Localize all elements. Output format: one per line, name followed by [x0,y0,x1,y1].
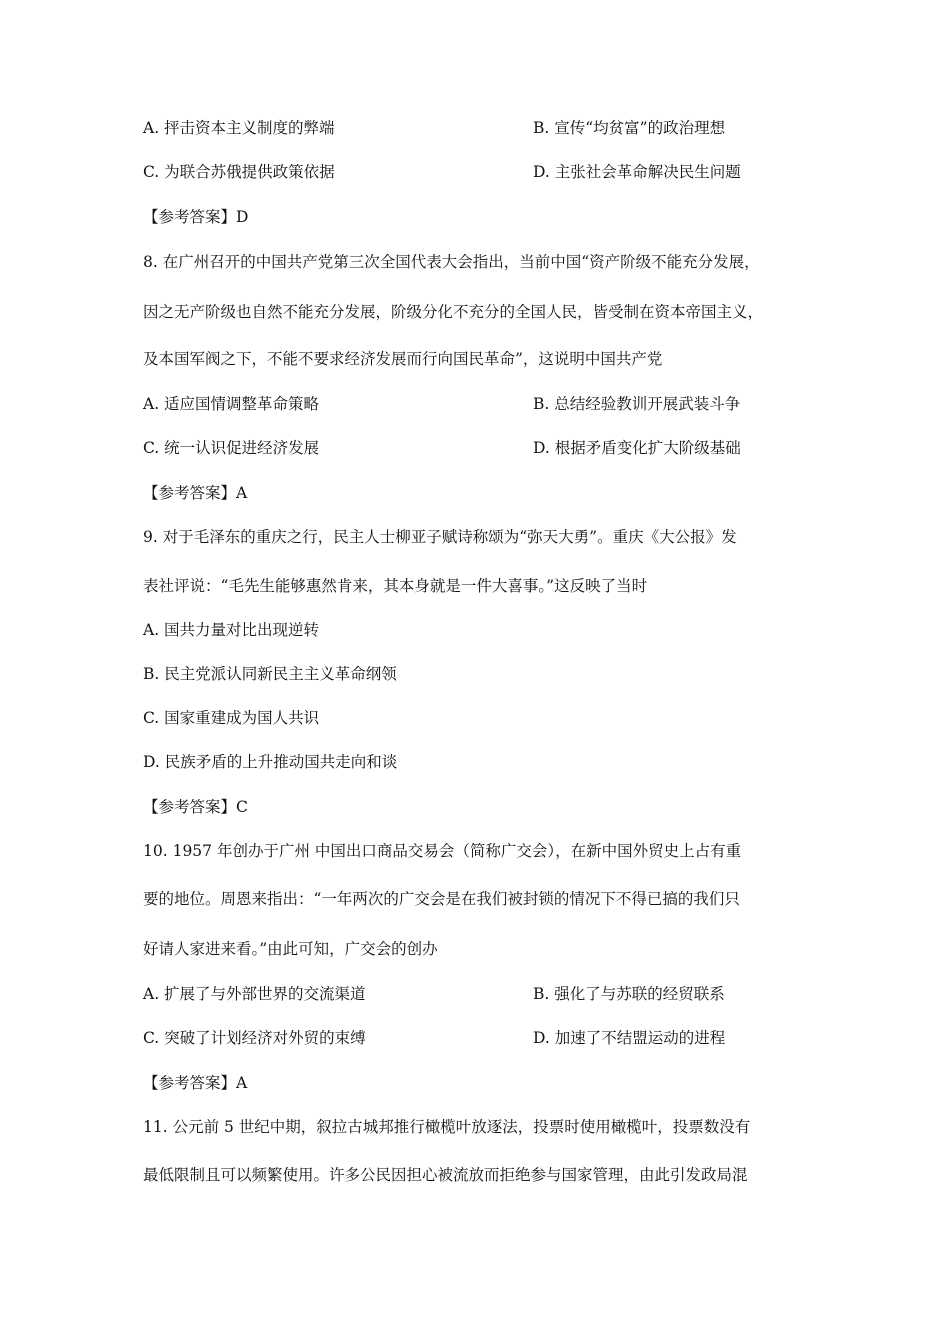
q9-option-b: B. 民主党派认同新民主主义革命纲领 [143,665,397,683]
q7-answer: 【参考答案】D [143,208,249,226]
q8-stem-line-1: 8. 在广州召开的中国共产党第三次全国代表大会指出，当前中国“资产阶级不能充分发展， [143,253,760,271]
q8-option-b: B. 总结经验教训开展武装斗争 [533,395,741,413]
q10-answer: 【参考答案】A [143,1074,248,1092]
q10-option-b: B. 强化了与苏联的经贸联系 [533,985,725,1003]
q9-option-c: C. 国家重建成为国人共识 [143,709,320,727]
q10-stem-line-2: 要的地位。周恩来指出：“一年两次的广交会是在我们被封锁的情况下不得已搞的我们只 [143,890,740,908]
q8-answer: 【参考答案】A [143,484,248,502]
q9-stem-line-1: 9. 对于毛泽东的重庆之行，民主人士柳亚子赋诗称颂为“弥天大勇”。重庆《大公报》发 [143,528,737,546]
q9-stem-line-2: 表社评说：“毛先生能够惠然肯来，其本身就是一件大喜事。”这反映了当时 [143,577,648,595]
q8-stem-line-3: 及本国军阀之下，不能不要求经济发展而行向国民革命”，这说明中国共产党 [143,350,663,368]
q9-option-a: A. 国共力量对比出现逆转 [143,621,320,639]
q8-stem-line-2: 因之无产阶级也自然不能充分发展，阶级分化不充分的全国人民，皆受制在资本帝国主义， [143,303,764,321]
q10-option-a: A. 扩展了与外部世界的交流渠道 [143,985,366,1003]
q7-option-c: C. 为联合苏俄提供政策依据 [143,163,335,181]
q8-option-c: C. 统一认识促进经济发展 [143,439,320,457]
q8-option-a: A. 适应国情调整革命策略 [143,395,320,413]
q7-option-d: D. 主张社会革命解决民生问题 [533,163,741,181]
q10-stem-line-1: 10. 1957 年创办于广州 中国出口商品交易会（简称广交会），在新中国外贸史上占有重 [143,842,742,860]
q7-option-a: A. 抨击资本主义制度的弊端 [143,119,335,137]
q10-option-c: C. 突破了计划经济对外贸的束缚 [143,1029,366,1047]
q10-stem-line-3: 好请人家进来看。”由此可知，广交会的创办 [143,940,438,958]
q8-option-d: D. 根据矛盾变化扩大阶级基础 [533,439,741,457]
q9-answer: 【参考答案】C [143,798,248,816]
q11-stem-line-1: 11. 公元前 5 世纪中期，叙拉古城邦推行橄榄叶放逐法，投票时使用橄榄叶，投票数没有 [143,1118,751,1136]
q11-stem-line-2: 最低限制且可以频繁使用。许多公民因担心被流放而拒绝参与国家管理，由此引发政局混 [143,1166,748,1184]
q10-option-d: D. 加速了不结盟运动的进程 [533,1029,726,1047]
q9-option-d: D. 民族矛盾的上升推动国共走向和谈 [143,753,398,771]
q7-option-b: B. 宣传“均贫富”的政治理想 [533,119,726,137]
